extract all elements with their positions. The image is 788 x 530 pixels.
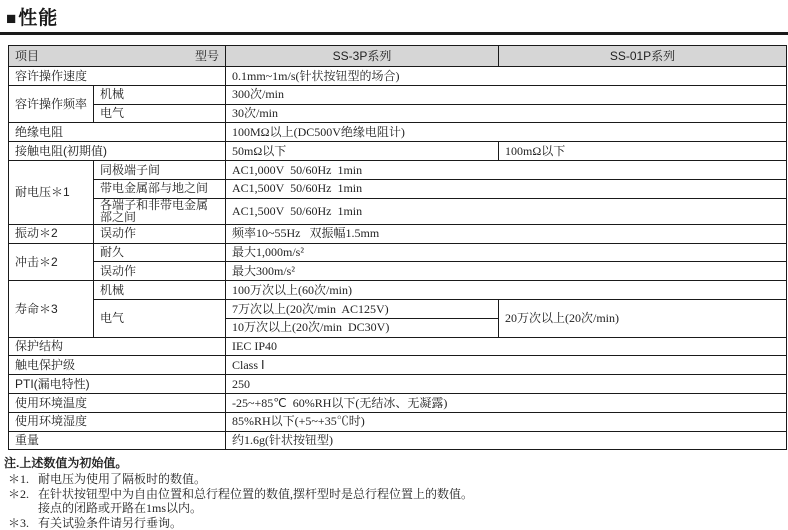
value-dielectric-terminals: AC1,500V 50/60Hz 1min	[226, 198, 787, 224]
value-vibration: 频率10~55Hz 双振幅1.5mm	[226, 224, 787, 243]
note-2-marker: ＊2.	[8, 486, 30, 501]
label-pti: PTI(漏电特性)	[9, 375, 226, 394]
label-vibration: 振动＊2	[9, 224, 94, 243]
value-dielectric-live-earth: AC1,500V 50/60Hz 1min	[226, 179, 787, 198]
header-item-label: 项目	[15, 48, 40, 63]
value-operating-speed: 0.1mm~1m/s(针状按钮型的场合)	[226, 67, 787, 86]
value-weight: 约1.6g(针状按钮型)	[226, 431, 787, 450]
performance-spec-table	[8, 45, 787, 450]
label-ambient-temperature: 使用环境温度	[9, 393, 226, 412]
row-dielectric-1	[9, 160, 787, 179]
label-weight: 重量	[9, 431, 226, 450]
row-operating-frequency-mechanical	[9, 85, 787, 104]
value-dielectric-same-pole: AC1,000V 50/60Hz 1min	[226, 160, 787, 179]
row-operating-speed	[9, 67, 787, 86]
sublabel-dielectric-terminals: 各端子和非带电金属部之间	[94, 198, 226, 224]
row-shock-protection-class	[9, 356, 787, 375]
value-protection-structure: IEC IP40	[226, 337, 787, 356]
sublabel-dielectric-same-pole: 同极端子间	[94, 160, 226, 179]
square-bullet-icon: ■	[6, 9, 18, 28]
sublabel-shock-malfunction: 误动作	[94, 262, 226, 281]
sublabel-life-mechanical: 机械	[94, 281, 226, 300]
sublabel-electrical: 电气	[94, 104, 226, 123]
row-protection-structure	[9, 337, 787, 356]
value-shock-protection-class: Class Ⅰ	[226, 356, 787, 375]
value-pti: 250	[226, 375, 787, 394]
note-3-text: 有关试验条件请另行垂询。	[38, 515, 183, 530]
label-shock: 冲击＊2	[9, 243, 94, 281]
value-contact-resistance-a: 50mΩ以下	[226, 142, 499, 161]
row-life-mechanical	[9, 281, 787, 300]
sublabel-mechanical: 机械	[94, 85, 226, 104]
label-shock-protection-class: 触电保护级	[9, 356, 226, 375]
header-series-a: SS-3P系列	[226, 46, 499, 67]
label-dielectric-strength: 耐电压＊1	[9, 160, 94, 224]
value-life-electrical-b: 20万次以上(20次/min)	[499, 299, 787, 337]
note-3-marker: ＊3.	[8, 515, 30, 530]
value-insulation-resistance: 100MΩ以上(DC500V绝缘电阻计)	[226, 123, 787, 142]
value-contact-resistance-b: 100mΩ以下	[499, 142, 787, 161]
row-vibration	[9, 224, 787, 243]
row-weight	[9, 431, 787, 450]
note-1-text: 耐电压为使用了隔板时的数值。	[38, 472, 207, 487]
row-shock-malfunction	[9, 262, 787, 281]
note-2-text	[38, 487, 473, 516]
row-operating-frequency-electrical	[9, 104, 787, 123]
row-life-electrical-ac	[9, 299, 787, 318]
note-2	[4, 487, 788, 516]
sublabel-dielectric-live-earth: 带电金属部与地之间	[94, 179, 226, 198]
value-ambient-temperature: -25~+85℃ 60%RH以下(无结冰、无凝露)	[226, 393, 787, 412]
value-frequency-mechanical: 300次/min	[226, 85, 787, 104]
section-title-text: 性能	[18, 8, 59, 29]
sublabel-shock-durability: 耐久	[94, 243, 226, 262]
footnotes	[4, 456, 788, 530]
row-contact-resistance	[9, 142, 787, 161]
value-frequency-electrical: 30次/min	[226, 104, 787, 123]
header-item-model-cell	[9, 46, 226, 67]
label-insulation-resistance: 绝缘电阻	[9, 123, 226, 142]
note-2-text-line1: 在针状按钮型中为自由位置和总行程位置的数值,摆杆型时是总行程位置上的数值。	[38, 486, 474, 501]
header-series-b: SS-01P系列	[499, 46, 787, 67]
label-contact-resistance: 接触电阻(初期值)	[9, 142, 226, 161]
value-life-electrical-ac: 7万次以上(20次/min AC125V)	[226, 299, 499, 318]
note-2-text-line2: 接点的闭路或开路在1ms以内。	[38, 501, 203, 516]
value-life-electrical-dc: 10万次以上(20次/min DC30V)	[226, 318, 499, 337]
value-shock-malfunction: 最大300m/s²	[226, 262, 787, 281]
value-ambient-humidity: 85%RH以下(+5~+35℃时)	[226, 412, 787, 431]
row-pti	[9, 375, 787, 394]
note-1	[4, 472, 788, 487]
label-protection-structure: 保护结构	[9, 337, 226, 356]
row-ambient-humidity	[9, 412, 787, 431]
value-shock-durability: 最大1,000m/s²	[226, 243, 787, 262]
header-row	[9, 46, 787, 67]
row-shock-durability	[9, 243, 787, 262]
note-1-marker: ＊1.	[8, 472, 30, 487]
label-ambient-humidity: 使用环境湿度	[9, 412, 226, 431]
note-heading: 注.上述数值为初始值。	[4, 456, 128, 471]
header-model-label: 型号	[194, 48, 219, 63]
sublabel-life-electrical: 电气	[94, 299, 226, 337]
sublabel-vibration-malfunction: 误动作	[94, 224, 226, 243]
note-3	[4, 516, 788, 530]
value-life-mechanical: 100万次以上(60次/min)	[226, 281, 787, 300]
label-life: 寿命＊3	[9, 281, 94, 337]
section-title	[0, 0, 788, 35]
row-insulation-resistance	[9, 123, 787, 142]
label-operating-speed: 容许操作速度	[9, 67, 226, 86]
label-operating-frequency: 容许操作频率	[9, 85, 94, 123]
row-dielectric-3	[9, 198, 787, 224]
row-dielectric-2	[9, 179, 787, 198]
row-ambient-temperature	[9, 393, 787, 412]
